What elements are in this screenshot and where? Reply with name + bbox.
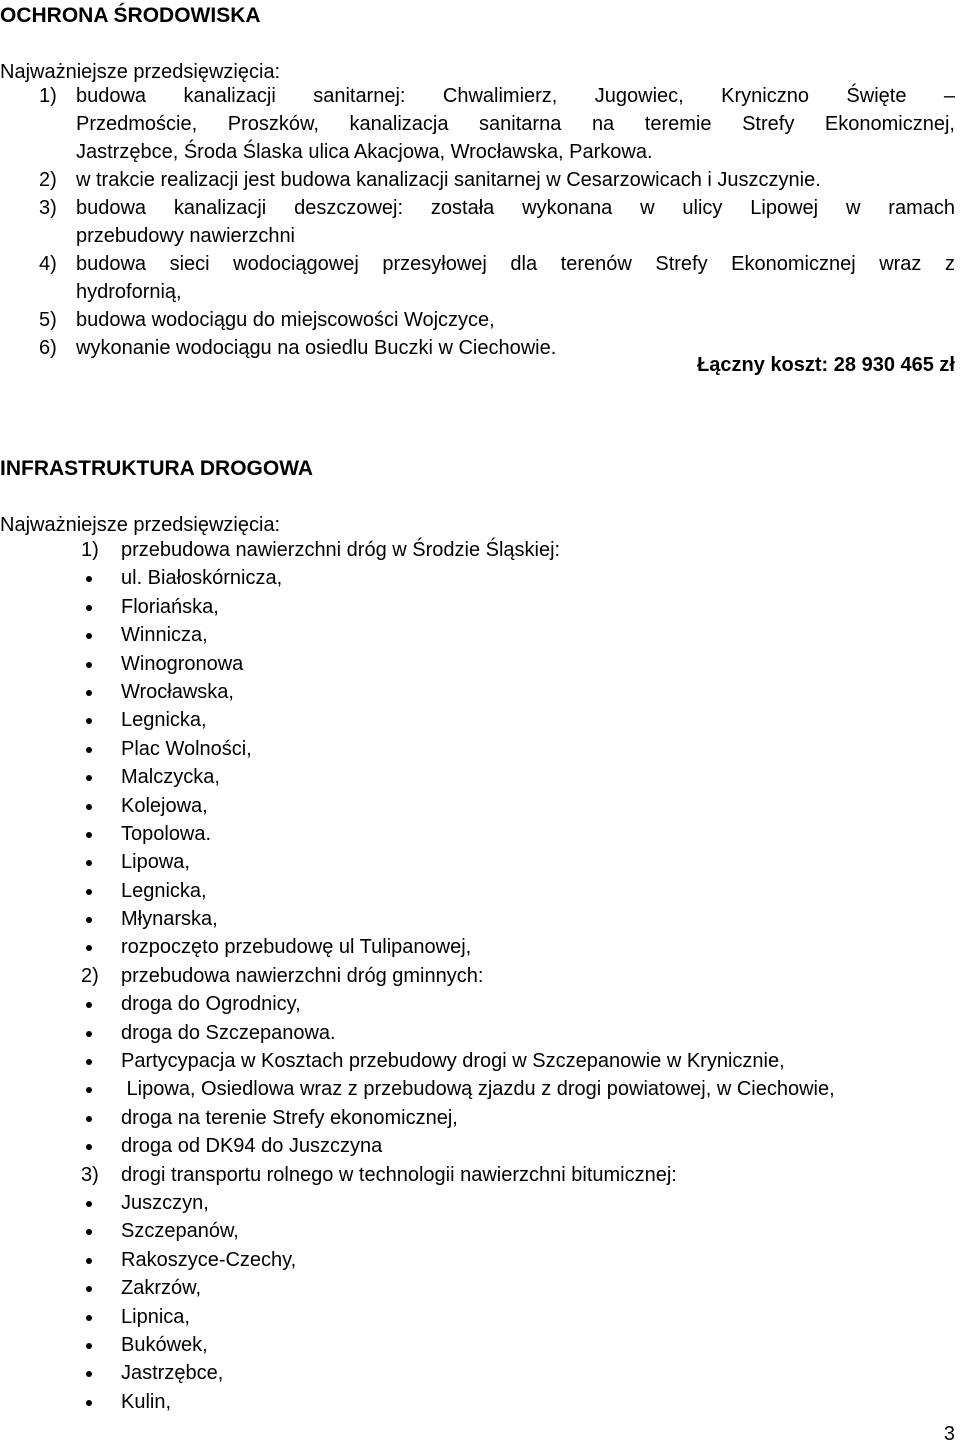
item-text: drogi transportu rolnego w technologii nawierzchni bitumicznej: <box>121 1163 677 1186</box>
item-line: Jastrzębce, Środa Ślaska ulica Akacjowa, Wrocławska, Parkowa. <box>76 141 653 163</box>
item-text: rozpoczęto przebudowę ul Tulipanowej, <box>121 936 472 959</box>
item-text: Topolowa. <box>121 822 212 845</box>
bullet-icon <box>86 832 92 838</box>
bullet-item <box>81 905 951 933</box>
bullet-item <box>81 678 951 706</box>
roads-list <box>81 536 951 1416</box>
item-number: 3) <box>81 1163 99 1186</box>
environment-item-5 <box>39 306 955 334</box>
bullet-item <box>81 706 951 734</box>
item-text: Winnicza, <box>121 624 208 647</box>
bullet-icon <box>86 860 92 866</box>
bullet-icon <box>86 1343 92 1349</box>
bullet-icon <box>86 1002 92 1008</box>
environment-intro: Najważniejsze przedsięwzięcia: <box>0 61 281 83</box>
item-text: Kolejowa, <box>121 794 208 817</box>
bullet-icon <box>86 1258 92 1264</box>
bullet-icon <box>86 718 92 724</box>
item-text: Lipowa, <box>121 851 190 874</box>
item-line: budowa kanalizacji deszczowej: została wykonana w ulicy Lipowej w ramach <box>76 197 955 219</box>
item-number: 6) <box>39 337 57 359</box>
bullet-icon <box>86 1315 92 1321</box>
section-title-roads: INFRASTRUKTURA DROGOWA <box>0 457 314 480</box>
item-line: wykonanie wodociągu na osiedlu Buczki w Ciechowie. <box>76 337 557 359</box>
bullet-item <box>81 792 951 820</box>
bullet-item <box>81 1388 951 1416</box>
item-text: przebudowa nawierzchni dróg gminnych: <box>121 964 484 987</box>
bullet-item <box>81 1303 951 1331</box>
bullet-item <box>81 1047 951 1075</box>
bullet-icon <box>86 1031 92 1037</box>
bullet-item <box>81 1359 951 1387</box>
bullet-item <box>81 933 951 961</box>
bullet-icon <box>86 1229 92 1235</box>
item-line: przebudowy nawierzchni <box>76 225 296 247</box>
bullet-item <box>81 763 951 791</box>
bullet-icon <box>86 804 92 810</box>
item-text: Szczepanów, <box>121 1220 239 1243</box>
item-text: Jastrzębce, <box>121 1362 224 1385</box>
bullet-item <box>81 1246 951 1274</box>
environment-item-4 <box>39 250 955 306</box>
bullet-item <box>81 621 951 649</box>
bullet-item <box>81 650 951 678</box>
bullet-icon <box>86 1087 92 1093</box>
item-text: Partycypacja w Kosztach przebudowy drogi w Szczepanowie w Krynicznie, <box>121 1050 785 1073</box>
item-text: Winogronowa <box>121 652 244 675</box>
bullet-icon <box>86 1059 92 1065</box>
item-text: Młynarska, <box>121 908 218 931</box>
bullet-item <box>81 990 951 1018</box>
bullet-item <box>81 1019 951 1047</box>
bullet-item <box>81 820 951 848</box>
item-text: Wrocławska, <box>121 680 234 703</box>
item-number: 3) <box>39 197 57 219</box>
item-text: Legnicka, <box>121 879 207 902</box>
item-text: Malczycka, <box>121 766 220 789</box>
bullet-icon <box>86 945 92 951</box>
bullet-item <box>81 1331 951 1359</box>
item-line: budowa wodociągu do miejscowości Wojczyce, <box>76 309 495 331</box>
item-text: przebudowa nawierzchni dróg w Środzie Śląskiej: <box>121 539 561 561</box>
bullet-icon <box>86 576 92 582</box>
item-number: 2) <box>39 169 57 191</box>
page-number: 3 <box>943 1423 955 1445</box>
bullet-item <box>81 848 951 876</box>
item-text: Bukówek, <box>121 1333 208 1356</box>
bullet-icon <box>86 889 92 895</box>
numbered-item <box>81 536 951 564</box>
item-text: droga do Szczepanowa. <box>121 1021 336 1044</box>
item-number: 5) <box>39 309 57 331</box>
item-number: 1) <box>81 539 99 561</box>
item-text: Floriańska, <box>121 595 219 618</box>
bullet-icon <box>86 1201 92 1207</box>
bullet-icon <box>86 1286 92 1292</box>
numbered-item <box>81 962 951 990</box>
environment-item-1 <box>39 82 955 166</box>
roads-intro: Najważniejsze przedsięwzięcia: <box>0 514 281 536</box>
item-number: 1) <box>39 85 57 107</box>
item-text: Rakoszyce-Czechy, <box>121 1248 297 1271</box>
bullet-icon <box>86 747 92 753</box>
bullet-item <box>81 1132 951 1160</box>
section-title-environment: OCHRONA ŚRODOWISKA <box>0 4 261 27</box>
item-line: hydrofornią, <box>76 281 182 303</box>
bullet-icon <box>86 917 92 923</box>
bullet-icon <box>86 690 92 696</box>
environment-item-3 <box>39 194 955 250</box>
bullet-item <box>81 1075 951 1103</box>
bullet-icon <box>86 1144 92 1150</box>
item-line: Przedmoście, Proszków, kanalizacja sanitarna na teremie Strefy Ekonomicznej, <box>76 113 955 135</box>
item-text: Juszczyn, <box>121 1191 209 1214</box>
item-text: ul. Białoskórnicza, <box>121 567 283 590</box>
bullet-item <box>81 593 951 621</box>
item-text: droga od DK94 do Juszczyna <box>121 1135 383 1158</box>
bullet-item <box>81 1104 951 1132</box>
environment-item-2 <box>39 166 955 194</box>
item-text: droga na terenie Strefy ekonomicznej, <box>121 1106 458 1129</box>
item-text: Plac Wolności, <box>121 737 252 760</box>
item-text: Legnicka, <box>121 709 207 732</box>
bullet-item <box>81 1217 951 1245</box>
bullet-item <box>81 564 951 592</box>
bullet-icon <box>86 605 92 611</box>
item-text: Lipowa, Osiedlowa wraz z przebudową zjazdu z drogi powiatowej, w Ciechowie, <box>121 1078 835 1101</box>
item-line: w trakcie realizacji jest budowa kanalizacji sanitarnej w Cesarzowicach i Juszczynie. <box>76 169 821 191</box>
bullet-item <box>81 877 951 905</box>
item-line: budowa kanalizacji sanitarnej: Chwalimierz, Jugowiec, Kryniczno Święte – <box>76 85 955 107</box>
total-cost: Łączny koszt: 28 930 465 zł <box>697 354 955 376</box>
bullet-icon <box>86 633 92 639</box>
numbered-item <box>81 1161 951 1189</box>
bullet-icon <box>86 775 92 781</box>
item-text: Zakrzów, <box>121 1277 202 1300</box>
bullet-icon <box>86 662 92 668</box>
bullet-icon <box>86 1400 92 1406</box>
bullet-item <box>81 735 951 763</box>
bullet-icon <box>86 1116 92 1122</box>
bullet-icon <box>86 1371 92 1377</box>
item-number: 2) <box>81 964 99 987</box>
item-text: Lipnica, <box>121 1305 190 1328</box>
item-line: budowa sieci wodociągowej przesyłowej dla terenów Strefy Ekonomicznej wraz z <box>76 253 955 275</box>
item-text: Kulin, <box>121 1390 172 1413</box>
item-number: 4) <box>39 253 57 275</box>
item-text: droga do Ogrodnicy, <box>121 993 301 1016</box>
environment-list <box>39 82 955 362</box>
bullet-item <box>81 1274 951 1302</box>
bullet-item <box>81 1189 951 1217</box>
